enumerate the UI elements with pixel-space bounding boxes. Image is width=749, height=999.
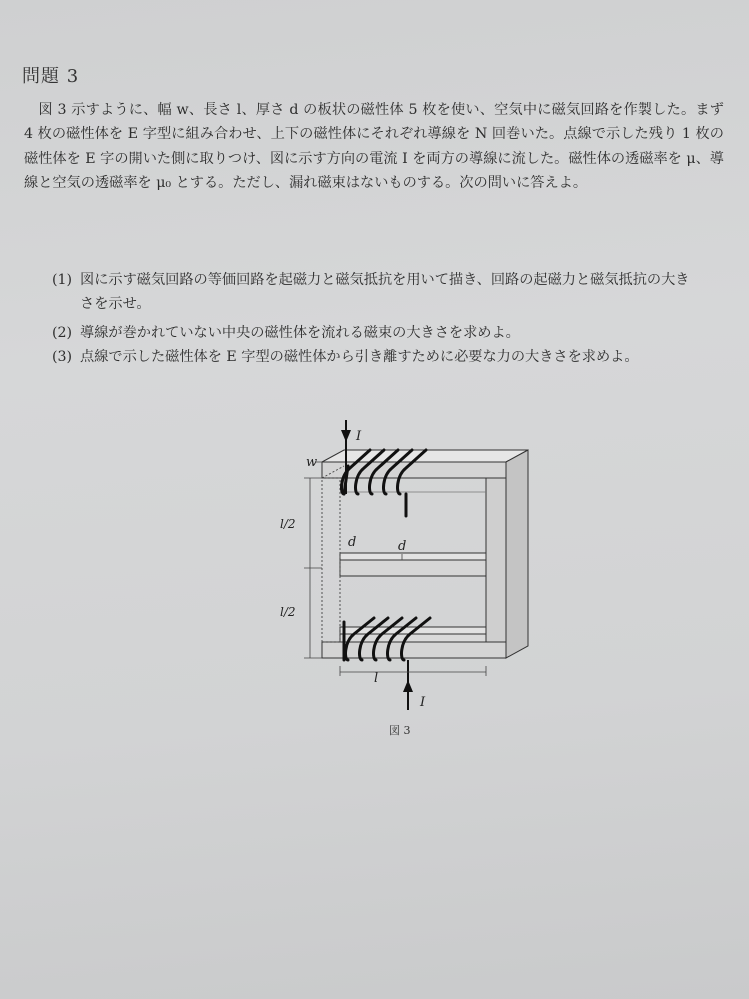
- label-half-length-bottom: l/2: [280, 605, 296, 619]
- back-plate-front-face: [486, 478, 506, 658]
- question-1-text-continued: さを示せ。: [80, 296, 151, 312]
- bottom-current-arrow-icon: [403, 680, 413, 692]
- label-current-top: I: [356, 429, 362, 444]
- bottom-plate-front-face: [322, 642, 506, 658]
- dim-vertical: [304, 478, 322, 658]
- label-width: w: [306, 455, 318, 470]
- problem-statement: 図 3 示すように、幅 w、長さ l、厚さ d の板状の磁性体 5 枚を使い、空気中に磁気回路を作製した。まず 4 枚の磁性体を E 字型に組み合わせ、上下の磁性体にそれぞれ導線を N 回巻いた。点線で示した残り 1 枚の磁性体を E 字の開いた側に取りつけ、図に示す方向の電流 I を両方の導線に流した。磁性体の透磁率を μ、導線と空気の透磁率を μ₀ とする。ただし、漏れ磁束はないものする。次の問いに答えよ。: [24, 102, 729, 191]
- label-current-bottom: I: [420, 695, 426, 710]
- top-current-arrow-icon: [341, 430, 351, 442]
- question-1: [52, 268, 712, 316]
- figure-caption: 図 3: [389, 724, 411, 737]
- question-1-text: 図に示す磁気回路の等価回路を起磁力と磁気抵抗を用いて描き、回路の起磁力と磁気抵抗の大き: [80, 272, 690, 288]
- back-plate-side-face: [506, 450, 528, 658]
- middle-plate-front-face: [340, 560, 486, 576]
- middle-plate-top-face: [340, 553, 486, 560]
- question-3-text: 点線で示した磁性体を E 字型の磁性体から引き離すために必要な力の大きさを求めよ。: [80, 349, 639, 365]
- magnetic-circuit-figure: [270, 410, 570, 720]
- label-length: l: [374, 671, 379, 686]
- removable-plate-outline: [322, 478, 340, 642]
- label-thickness-center: d: [398, 539, 407, 554]
- question-2-text: 導線が巻かれていない中央の磁性体を流れる磁束の大きさを求めよ。: [80, 325, 520, 341]
- label-half-length-top: l/2: [280, 517, 296, 531]
- dim-horizontal: [340, 666, 486, 676]
- label-thickness-left: d: [348, 535, 357, 550]
- question-2-number: (2): [52, 325, 73, 341]
- magnetic-circuit-diagram: [270, 410, 570, 720]
- question-3-number: (3): [52, 349, 73, 365]
- e-core: [322, 450, 528, 658]
- question-2: [52, 321, 712, 345]
- question-3: [52, 345, 712, 369]
- question-1-number: (1): [52, 272, 73, 288]
- problem-heading: 問題 3: [22, 66, 80, 87]
